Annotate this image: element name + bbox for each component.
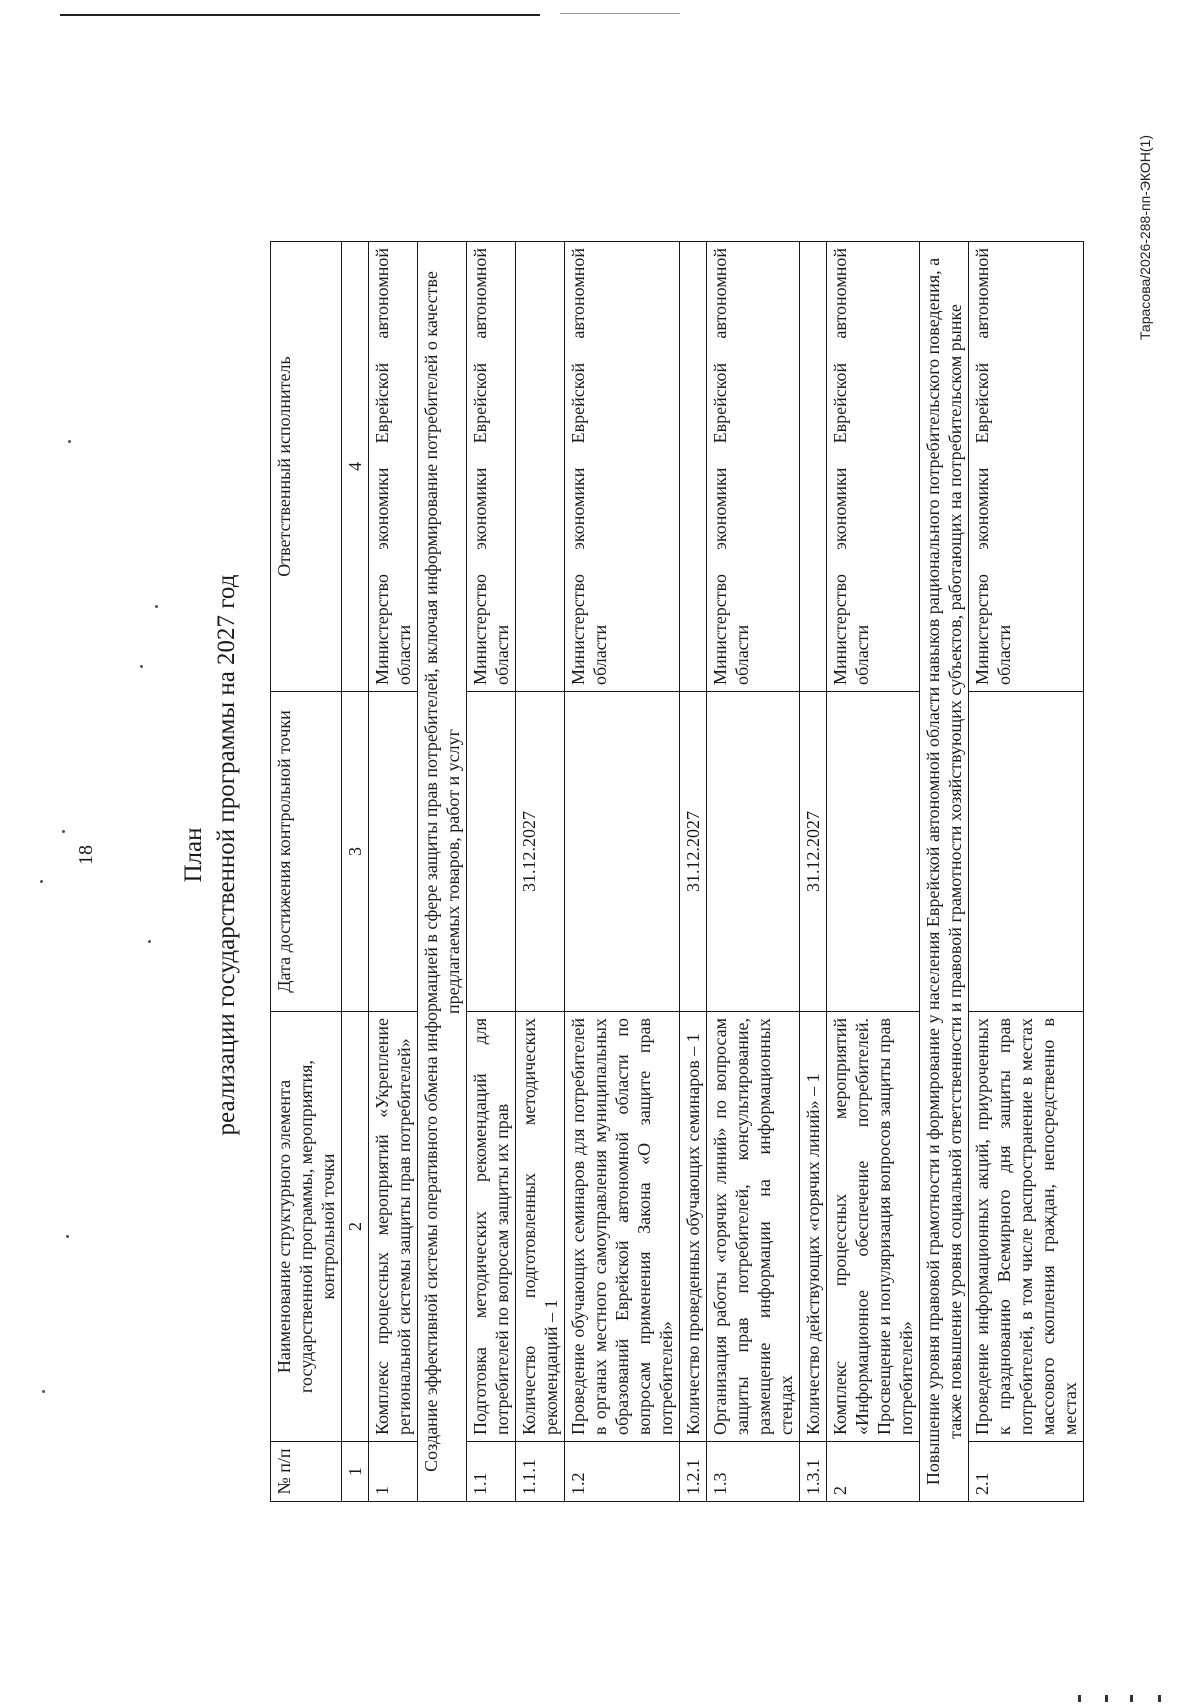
row-number: 1 <box>369 1442 418 1502</box>
row-name: Количество действующих «горячих линий» – 1 <box>800 1012 827 1442</box>
row-name: Проведение информационных акций, приуроченных к празднованию Всемирного дня защиты прав потребителей, в том числе распространение в местах массового скопления граждан, непосредственно в местах <box>969 1012 1084 1442</box>
col-number: 2 <box>342 1012 369 1442</box>
row-date <box>969 692 1084 1012</box>
column-number-row <box>342 242 369 1502</box>
table-header-row <box>271 242 342 1502</box>
row-date: 31.12.2027 <box>516 692 565 1012</box>
rotated-page <box>45 105 1175 1605</box>
row-name: Организация работы «горячих линий» по вопросам защиты прав потребителей, консультирование, размещение информации на информационных стендах <box>707 1012 800 1442</box>
plan-table <box>270 241 1084 1502</box>
row-executor: Министерство экономики Еврейской автономной области <box>467 242 516 692</box>
row-number: 1.1 <box>467 1442 516 1502</box>
col-number: 3 <box>342 692 369 1012</box>
table-row <box>467 242 516 1502</box>
section-row <box>418 242 467 1502</box>
row-name: Количество подготовленных методических рекомендаций – 1 <box>516 1012 565 1442</box>
scan-top-line-faint <box>560 13 680 14</box>
scan-speck <box>1158 1695 1161 1702</box>
row-executor: Министерство экономики Еврейской автономной области <box>707 242 800 692</box>
table-row <box>827 242 920 1502</box>
row-executor <box>680 242 707 692</box>
control-point-row <box>680 242 707 1502</box>
header-date: Дата достижения контрольной точки <box>271 692 342 1012</box>
row-name: Комплекс процессных мероприятий «Укрепление региональной системы защиты прав потребителей» <box>369 1012 418 1442</box>
section-row <box>920 242 969 1502</box>
col-number: 1 <box>342 1442 369 1502</box>
row-name: Подготовка методических рекомендаций для потребителей по вопросам защиты их прав <box>467 1012 516 1442</box>
row-date <box>707 692 800 1012</box>
row-date: 31.12.2027 <box>800 692 827 1012</box>
row-number: 2 <box>827 1442 920 1502</box>
row-executor <box>800 242 827 692</box>
page-subtitle: реализации государственной программы на 2027 год <box>213 574 240 1136</box>
row-date <box>369 692 418 1012</box>
row-number: 1.2 <box>565 1442 680 1502</box>
row-number: 1.1.1 <box>516 1442 565 1502</box>
control-point-row <box>800 242 827 1502</box>
header-name: Наименование структурного элемента государственной программы, мероприятия, контрольной точки <box>271 1012 342 1442</box>
table-row <box>969 242 1084 1502</box>
col-number: 4 <box>342 242 369 692</box>
row-date <box>827 692 920 1012</box>
scan-speck <box>1078 1695 1081 1702</box>
row-executor: Министерство экономики Еврейской автономной области <box>969 242 1084 692</box>
row-date: 31.12.2027 <box>680 692 707 1012</box>
scan-speck <box>1130 1695 1133 1702</box>
row-executor: Министерство экономики Еврейской автономной области <box>565 242 680 692</box>
row-name: Проведение обучающих семинаров для потребителей в органах местного самоуправления муниципальных образований Еврейской автономной области по вопросам применения Закона «О защите прав потребителей» <box>565 1012 680 1442</box>
scan-speck <box>40 880 43 883</box>
row-executor: Министерство экономики Еврейской автономной области <box>827 242 920 692</box>
section-title: Повышение уровня правовой грамотности и формирование у населения Еврейской автономной области навыков рационального потребительского поведения, а также повышение уровня социальной ответственности и правовой грамотности хозяйствующих субъектов, работающих на потребительском рынке <box>920 242 969 1502</box>
header-num: № п/п <box>271 1442 342 1502</box>
row-number: 1.3.1 <box>800 1442 827 1502</box>
row-name: Комплекс процессных мероприятий «Информационное обеспечение потребителей. Просвещение и популяризация вопросов защиты прав потребителей» <box>827 1012 920 1442</box>
row-date <box>565 692 680 1012</box>
page-number: 18 <box>75 845 97 865</box>
row-name: Количество проведенных обучающих семинаров – 1 <box>680 1012 707 1442</box>
row-number: 1.2.1 <box>680 1442 707 1502</box>
document-id: Тарасова/2026-288-пп-ЭКОН(1) <box>1137 135 1153 341</box>
table-row <box>707 242 800 1502</box>
row-number: 2.1 <box>969 1442 1084 1502</box>
row-number: 1.3 <box>707 1442 800 1502</box>
control-point-row <box>516 242 565 1502</box>
scan-speck <box>1105 1695 1108 1702</box>
table-row <box>369 242 418 1502</box>
row-executor <box>516 242 565 692</box>
row-date <box>467 692 516 1012</box>
scan-top-line <box>60 14 540 16</box>
table-row <box>565 242 680 1502</box>
section-title: Создание эффективной системы оперативного обмена информацией в сфере защиты прав потребителей, включая информирование потребителей о качестве предлагаемых товаров, работ и услуг <box>418 242 467 1502</box>
header-executor: Ответственный исполнитель <box>271 242 342 692</box>
page-title: План <box>180 827 207 883</box>
row-executor: Министерство экономики Еврейской автономной области <box>369 242 418 692</box>
